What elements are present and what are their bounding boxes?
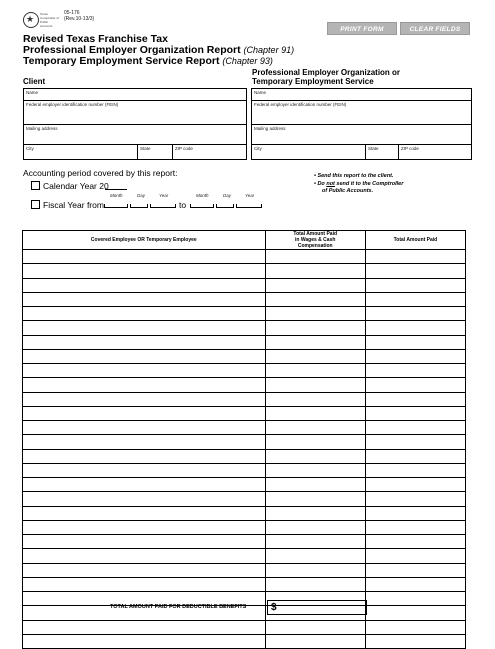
table-row bbox=[23, 535, 466, 549]
table-row bbox=[23, 563, 466, 577]
peo-zip-label: ZIP code bbox=[401, 146, 419, 151]
calendar-year-checkbox[interactable] bbox=[31, 181, 40, 190]
total-amount-field[interactable] bbox=[267, 600, 367, 615]
col-header-total: Total Amount Paid bbox=[365, 231, 465, 250]
peo-heading-line-1: Professional Employer Organization or bbox=[252, 68, 401, 77]
col-header-wages-line2: in Wages & Cash bbox=[295, 237, 336, 243]
employee-cell[interactable] bbox=[23, 435, 266, 449]
peo-fein-label: Federal employer identification number (FEIN) bbox=[254, 102, 347, 107]
table-row bbox=[23, 421, 466, 435]
fiscal-year-checkbox[interactable] bbox=[31, 200, 40, 209]
accounting-heading: Accounting period covered by this report: bbox=[23, 168, 178, 178]
note-send-comptroller: send it to the Comptroller bbox=[334, 181, 404, 187]
table-row bbox=[23, 478, 466, 492]
client-name-field[interactable] bbox=[24, 89, 247, 101]
calendar-year-label: Calendar Year 20 bbox=[43, 181, 109, 191]
total-paid-cell[interactable] bbox=[365, 506, 465, 520]
table-row bbox=[23, 620, 466, 634]
note-do-not-send bbox=[314, 181, 403, 188]
employee-cell[interactable] bbox=[23, 478, 266, 492]
employee-cell[interactable] bbox=[23, 392, 266, 406]
total-paid-cell[interactable] bbox=[365, 634, 465, 648]
wages-cell[interactable] bbox=[265, 463, 365, 477]
client-address-field[interactable] bbox=[24, 125, 247, 145]
note-send-to-client: • Send this report to the client. bbox=[314, 173, 394, 179]
table-row bbox=[23, 577, 466, 591]
total-paid-cell[interactable] bbox=[365, 307, 465, 321]
table-row bbox=[23, 549, 466, 563]
peo-state-field[interactable] bbox=[366, 145, 399, 160]
table-row bbox=[23, 292, 466, 306]
total-paid-cell[interactable] bbox=[365, 264, 465, 278]
total-paid-cell[interactable] bbox=[365, 463, 465, 477]
total-paid-cell[interactable] bbox=[365, 250, 465, 264]
employee-cell[interactable] bbox=[23, 620, 266, 634]
table-row bbox=[23, 463, 466, 477]
wages-cell[interactable] bbox=[265, 278, 365, 292]
wages-cell[interactable] bbox=[265, 349, 365, 363]
employee-cell[interactable] bbox=[23, 292, 266, 306]
wages-cell[interactable] bbox=[265, 492, 365, 506]
wages-cell[interactable] bbox=[265, 250, 365, 264]
wages-cell[interactable] bbox=[265, 535, 365, 549]
table-row bbox=[23, 307, 466, 321]
year-label-2: Year bbox=[245, 193, 255, 198]
employee-cell[interactable] bbox=[23, 563, 266, 577]
star-icon: ★ bbox=[26, 14, 35, 24]
wages-cell[interactable] bbox=[265, 449, 365, 463]
employee-cell[interactable] bbox=[23, 506, 266, 520]
form-revision: (Rev.10-13/3) bbox=[64, 16, 95, 22]
table-row bbox=[23, 264, 466, 278]
to-label: to bbox=[179, 200, 187, 210]
peo-name-label: Name bbox=[254, 90, 267, 95]
day-label-1: Day bbox=[137, 193, 146, 198]
peo-fein-field[interactable] bbox=[252, 101, 472, 125]
table-row bbox=[23, 520, 466, 534]
table-row bbox=[23, 364, 466, 378]
employee-cell[interactable] bbox=[23, 520, 266, 534]
note-not: not bbox=[326, 181, 335, 187]
wages-cell[interactable] bbox=[265, 620, 365, 634]
employee-cell[interactable] bbox=[23, 364, 266, 378]
table-header-row bbox=[23, 231, 466, 250]
title-line-3-text: Temporary Employment Service Report bbox=[23, 55, 220, 67]
peo-city-field[interactable] bbox=[252, 145, 366, 160]
peo-address-field[interactable] bbox=[252, 125, 472, 145]
dollar-sign: $ bbox=[271, 602, 277, 613]
table-row bbox=[23, 349, 466, 363]
total-paid-cell[interactable] bbox=[365, 421, 465, 435]
wages-cell[interactable] bbox=[265, 335, 365, 349]
wages-cell[interactable] bbox=[265, 549, 365, 563]
month-label-2: Month bbox=[196, 193, 209, 198]
title-line-2-text: Professional Employer Organization Report bbox=[23, 44, 241, 56]
table-row bbox=[23, 250, 466, 264]
to-year-box[interactable] bbox=[236, 204, 262, 208]
wages-cell[interactable] bbox=[265, 364, 365, 378]
employee-cell[interactable] bbox=[23, 250, 266, 264]
client-fein-label: Federal employer identification number (FEIN) bbox=[26, 102, 119, 107]
total-paid-cell[interactable] bbox=[365, 520, 465, 534]
employee-cell[interactable] bbox=[23, 449, 266, 463]
wages-cell[interactable] bbox=[265, 634, 365, 648]
client-address-label: Mailing address bbox=[26, 126, 58, 131]
title-line-1: Revised Texas Franchise Tax bbox=[23, 33, 168, 45]
seal-caption: Texas Comptroller of Public Accounts bbox=[40, 12, 59, 28]
peo-address-label: Mailing address bbox=[254, 126, 286, 131]
table-row bbox=[23, 634, 466, 648]
day-label-2: Day bbox=[223, 193, 232, 198]
employee-table bbox=[22, 230, 466, 649]
client-zip-field[interactable] bbox=[173, 145, 247, 160]
to-day-box[interactable] bbox=[216, 204, 234, 208]
print-form-button[interactable]: PRINT FORM bbox=[327, 22, 397, 35]
wages-cell[interactable] bbox=[265, 264, 365, 278]
total-paid-cell[interactable] bbox=[365, 349, 465, 363]
peo-city-label: City bbox=[254, 146, 262, 151]
wages-cell[interactable] bbox=[265, 307, 365, 321]
from-year-box[interactable] bbox=[150, 204, 176, 208]
client-name-label: Name bbox=[26, 90, 39, 95]
wages-cell[interactable] bbox=[265, 435, 365, 449]
employee-cell[interactable] bbox=[23, 463, 266, 477]
table-row bbox=[23, 335, 466, 349]
wages-cell[interactable] bbox=[265, 406, 365, 420]
total-paid-cell[interactable] bbox=[365, 535, 465, 549]
employee-cell[interactable] bbox=[23, 349, 266, 363]
client-city-label: City bbox=[26, 146, 34, 151]
fiscal-year-label: Fiscal Year from bbox=[43, 200, 104, 210]
fiscal-to-date[interactable] bbox=[190, 204, 260, 210]
total-paid-cell[interactable] bbox=[365, 492, 465, 506]
employee-cell[interactable] bbox=[23, 264, 266, 278]
wages-cell[interactable] bbox=[265, 392, 365, 406]
total-paid-cell[interactable] bbox=[365, 335, 465, 349]
wages-cell[interactable] bbox=[265, 506, 365, 520]
client-city-field[interactable] bbox=[24, 145, 138, 160]
employee-cell[interactable] bbox=[23, 421, 266, 435]
peo-heading-line-2: Temporary Employment Service bbox=[252, 77, 374, 86]
note-public-accounts: of Public Accounts. bbox=[322, 188, 374, 194]
total-paid-cell[interactable] bbox=[365, 478, 465, 492]
table-row bbox=[23, 278, 466, 292]
employee-cell[interactable] bbox=[23, 406, 266, 420]
total-paid-cell[interactable] bbox=[365, 292, 465, 306]
total-paid-cell[interactable] bbox=[365, 549, 465, 563]
employee-cell[interactable] bbox=[23, 634, 266, 648]
total-paid-cell[interactable] bbox=[365, 563, 465, 577]
col-header-wages-line1: Total Amount Paid bbox=[293, 231, 338, 237]
total-paid-cell[interactable] bbox=[365, 406, 465, 420]
employee-cell[interactable] bbox=[23, 321, 266, 335]
total-paid-cell[interactable] bbox=[365, 606, 465, 620]
peo-state-label: State bbox=[368, 146, 379, 151]
total-label: TOTAL AMOUNT PAID FOR DEDUCTIBLE BENEFITS bbox=[110, 604, 247, 610]
table-row bbox=[23, 378, 466, 392]
wages-cell[interactable] bbox=[265, 421, 365, 435]
year-label-1: Year bbox=[159, 193, 169, 198]
peo-box bbox=[251, 88, 472, 160]
table-row bbox=[23, 435, 466, 449]
title-line-3 bbox=[23, 55, 273, 67]
wages-cell[interactable] bbox=[265, 478, 365, 492]
from-month-box[interactable] bbox=[104, 204, 128, 208]
client-box bbox=[23, 88, 247, 160]
total-paid-cell[interactable] bbox=[365, 278, 465, 292]
wages-cell[interactable] bbox=[265, 577, 365, 591]
from-day-box[interactable] bbox=[130, 204, 148, 208]
month-label-1: Month bbox=[110, 193, 123, 198]
client-fein-field[interactable] bbox=[24, 101, 247, 125]
peo-zip-field[interactable] bbox=[399, 145, 472, 160]
wages-cell[interactable] bbox=[265, 292, 365, 306]
col-header-employee: Covered Employee OR Temporary Employee bbox=[23, 231, 266, 250]
wages-cell[interactable] bbox=[265, 378, 365, 392]
total-paid-cell[interactable] bbox=[365, 592, 465, 606]
employee-cell[interactable] bbox=[23, 335, 266, 349]
wages-cell[interactable] bbox=[265, 563, 365, 577]
total-paid-cell[interactable] bbox=[365, 435, 465, 449]
clear-fields-button[interactable]: CLEAR FIELDS bbox=[400, 22, 470, 35]
total-paid-cell[interactable] bbox=[365, 364, 465, 378]
employee-cell[interactable] bbox=[23, 492, 266, 506]
total-paid-cell[interactable] bbox=[365, 620, 465, 634]
client-heading: Client bbox=[23, 77, 46, 86]
client-state-label: State bbox=[140, 146, 151, 151]
wages-cell[interactable] bbox=[265, 520, 365, 534]
employee-cell[interactable] bbox=[23, 549, 266, 563]
total-paid-cell[interactable] bbox=[365, 449, 465, 463]
client-zip-label: ZIP code bbox=[175, 146, 193, 151]
table-row bbox=[23, 492, 466, 506]
employee-cell[interactable] bbox=[23, 307, 266, 321]
peo-name-field[interactable] bbox=[252, 89, 472, 101]
title-line-3-chapter: (Chapter 93) bbox=[222, 56, 273, 66]
table-row bbox=[23, 321, 466, 335]
employee-cell[interactable] bbox=[23, 577, 266, 591]
table-row bbox=[23, 392, 466, 406]
total-paid-cell[interactable] bbox=[365, 321, 465, 335]
form-number-text: 05-176 bbox=[64, 10, 80, 16]
col-header-wages-line3: Compensation bbox=[297, 243, 333, 249]
total-paid-cell[interactable] bbox=[365, 378, 465, 392]
calendar-year-input[interactable] bbox=[105, 189, 127, 190]
employee-cell[interactable] bbox=[23, 535, 266, 549]
note-do: • Do bbox=[314, 181, 327, 187]
col-header-wages bbox=[265, 231, 365, 250]
client-state-field[interactable] bbox=[138, 145, 173, 160]
employee-cell[interactable] bbox=[23, 278, 266, 292]
title-line-2-chapter: (Chapter 91) bbox=[243, 45, 295, 55]
employee-cell[interactable] bbox=[23, 378, 266, 392]
table-row bbox=[23, 406, 466, 420]
table-row bbox=[23, 506, 466, 520]
to-month-box[interactable] bbox=[190, 204, 214, 208]
table-row bbox=[23, 449, 466, 463]
form-number bbox=[64, 10, 94, 22]
total-paid-cell[interactable] bbox=[365, 392, 465, 406]
wages-cell[interactable] bbox=[265, 321, 365, 335]
fiscal-from-date[interactable] bbox=[104, 204, 174, 210]
total-paid-cell[interactable] bbox=[365, 577, 465, 591]
